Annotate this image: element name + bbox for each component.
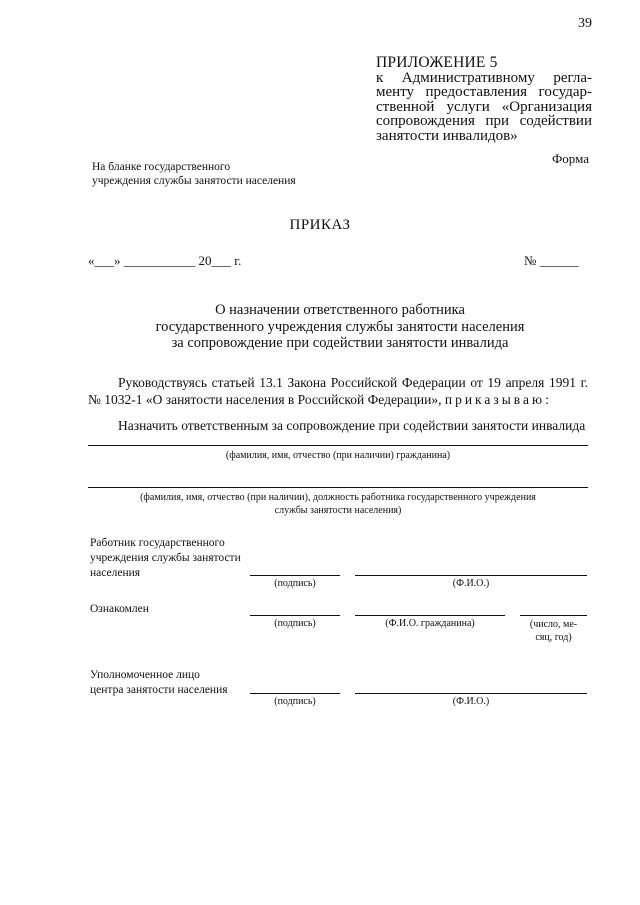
appoint-text: Назначить ответственным за сопровождение при содействии занятости инвалида	[118, 418, 586, 433]
worker-name-line	[88, 487, 588, 488]
date-field: «___» ___________ 20___ г.	[88, 253, 242, 268]
appendix-line: сопровождения при содействии	[376, 113, 592, 130]
preamble-order-word: приказываю:	[444, 392, 552, 407]
worker-name-caption	[88, 491, 588, 517]
employee-signature-label	[90, 536, 241, 581]
authorized-person-label	[90, 668, 228, 698]
caption-line: (число, ме-	[529, 619, 578, 630]
preamble-paragraph	[88, 374, 588, 408]
authorized-signature-caption: (подпись)	[274, 696, 316, 707]
label-line: Работник государственного	[90, 537, 225, 549]
appendix-line: к Административному регла-	[376, 70, 592, 86]
preamble-line	[88, 391, 588, 408]
subject-line: за сопровождение при содействии занятости инвалида	[171, 335, 509, 351]
authorized-signature-line	[250, 693, 340, 694]
caption-line: сяц, год)	[535, 632, 572, 643]
appendix-line: ственной услуги «Организация	[376, 98, 592, 115]
appendix-body	[376, 71, 592, 143]
caption-line: службы занятости населения)	[274, 505, 402, 516]
employee-signature-line	[250, 575, 340, 576]
page-number: 39	[578, 16, 592, 31]
order-subject	[120, 302, 560, 352]
letterhead-line: учреждения службы занятости населения	[92, 175, 296, 187]
label-line: учреждения службы занятости	[90, 552, 241, 564]
citizen-name-caption: (фамилия, имя, отчество (при наличии) гражданина)	[225, 450, 451, 461]
appendix-title: ПРИЛОЖЕНИЕ 5	[376, 54, 498, 71]
employee-signature-caption: (подпись)	[274, 578, 316, 589]
preamble-line: Руководствуясь статьей 13.1 Закона Российской Федерации от 19 апреля 1991 г.	[118, 375, 588, 390]
letterhead-note	[92, 160, 296, 188]
appendix-line: занятости инвалидов»	[376, 127, 518, 144]
appendix-line: менту предоставления государ-	[376, 84, 592, 101]
subject-line: государственного учреждения службы занятости населения	[155, 318, 525, 335]
caption-line: (фамилия, имя, отчество (при наличии), должность работника государственного учреждения	[140, 492, 536, 503]
label-line: Уполномоченное лицо	[90, 669, 200, 681]
label-line: центра занятости населения	[90, 684, 228, 696]
acquainted-label: Ознакомлен	[90, 603, 149, 615]
acquainted-signature-line	[250, 615, 340, 616]
order-number-field: № ______	[524, 253, 579, 268]
citizen-name-sign-caption: (Ф.И.О. гражданина)	[385, 618, 475, 629]
form-label: Форма	[552, 151, 589, 166]
citizen-name-line	[88, 445, 588, 446]
employee-name-caption: (Ф.И.О.)	[452, 578, 490, 589]
acquainted-signature-caption: (подпись)	[274, 618, 316, 629]
employee-name-line	[355, 575, 587, 576]
label-line: населения	[90, 567, 141, 579]
authorized-name-caption: (Ф.И.О.)	[452, 696, 490, 707]
authorized-name-line	[355, 693, 587, 694]
subject-line: О назначении ответственного работника	[215, 302, 465, 318]
citizen-name-sign-line	[355, 615, 505, 616]
letterhead-line: На бланке государственного	[92, 161, 231, 173]
acquainted-date-caption	[520, 618, 587, 644]
document-heading: ПРИКАЗ	[289, 217, 351, 233]
preamble-law-reference: № 1032-1 «О занятости населения в Российской Федерации»,	[88, 392, 442, 407]
acquainted-date-line	[520, 615, 587, 616]
